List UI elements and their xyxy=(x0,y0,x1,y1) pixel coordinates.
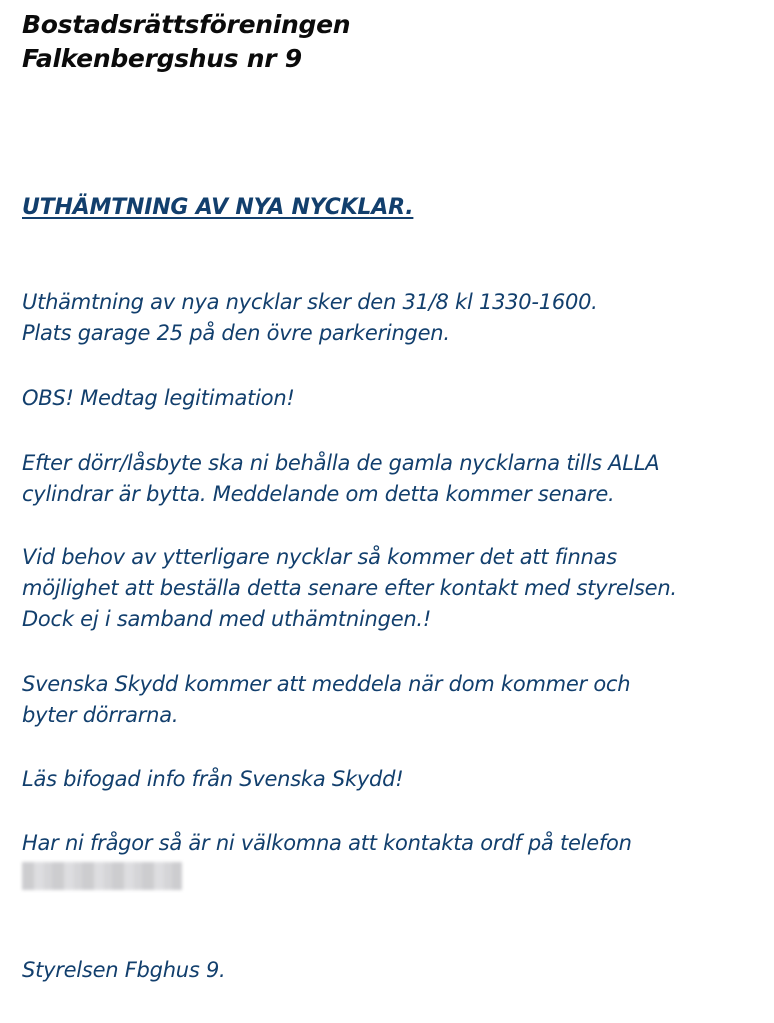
paragraph-line: Läs bifogad info från Svenska Skydd! xyxy=(22,767,404,791)
association-name-line-1: Bostadsrättsföreningen xyxy=(22,10,351,39)
paragraph-line: Har ni frågor så är ni välkomna att kontakta ordf på telefon xyxy=(22,831,632,855)
paragraph-id-reminder xyxy=(22,383,295,414)
paragraph-line: Svenska Skydd kommer att meddela när dom kommer och xyxy=(22,672,631,696)
paragraph-line: cylindrar är bytta. Meddelande om detta kommer senare. xyxy=(22,482,615,506)
paragraph-line: Vid behov av ytterligare nycklar så kommer det att finnas xyxy=(22,545,617,569)
paragraph-contact xyxy=(22,828,632,859)
paragraph-line: Plats garage 25 på den övre parkeringen. xyxy=(22,321,450,345)
signature xyxy=(22,955,226,986)
association-name xyxy=(22,8,350,76)
paragraph-line: möjlighet att beställa detta senare efter kontakt med styrelsen. xyxy=(22,576,677,600)
paragraph-door-replacement xyxy=(22,669,630,731)
association-name-line-2: Falkenbergshus nr 9 xyxy=(22,44,302,73)
paragraph-line: Uthämtning av nya nycklar sker den 31/8 kl 1330-1600. xyxy=(22,290,598,314)
paragraph-line: Dock ej i samband med uthämtningen.! xyxy=(22,607,432,631)
paragraph-read-attachment xyxy=(22,764,403,795)
paragraph-keep-old-keys xyxy=(22,448,659,510)
paragraph-line: byter dörrarna. xyxy=(22,703,179,727)
notice-headline: UTHÄMTNING AV NYA NYCKLAR. xyxy=(22,195,414,220)
paragraph-line: OBS! Medtag legitimation! xyxy=(22,386,295,410)
paragraph-pickup-info xyxy=(22,287,598,349)
redacted-phone-number xyxy=(22,862,182,890)
paragraph-line: Efter dörr/låsbyte ska ni behålla de gamla nycklarna tills ALLA xyxy=(22,451,660,475)
paragraph-extra-keys xyxy=(22,542,677,635)
signature-text: Styrelsen Fbghus 9. xyxy=(22,958,226,982)
